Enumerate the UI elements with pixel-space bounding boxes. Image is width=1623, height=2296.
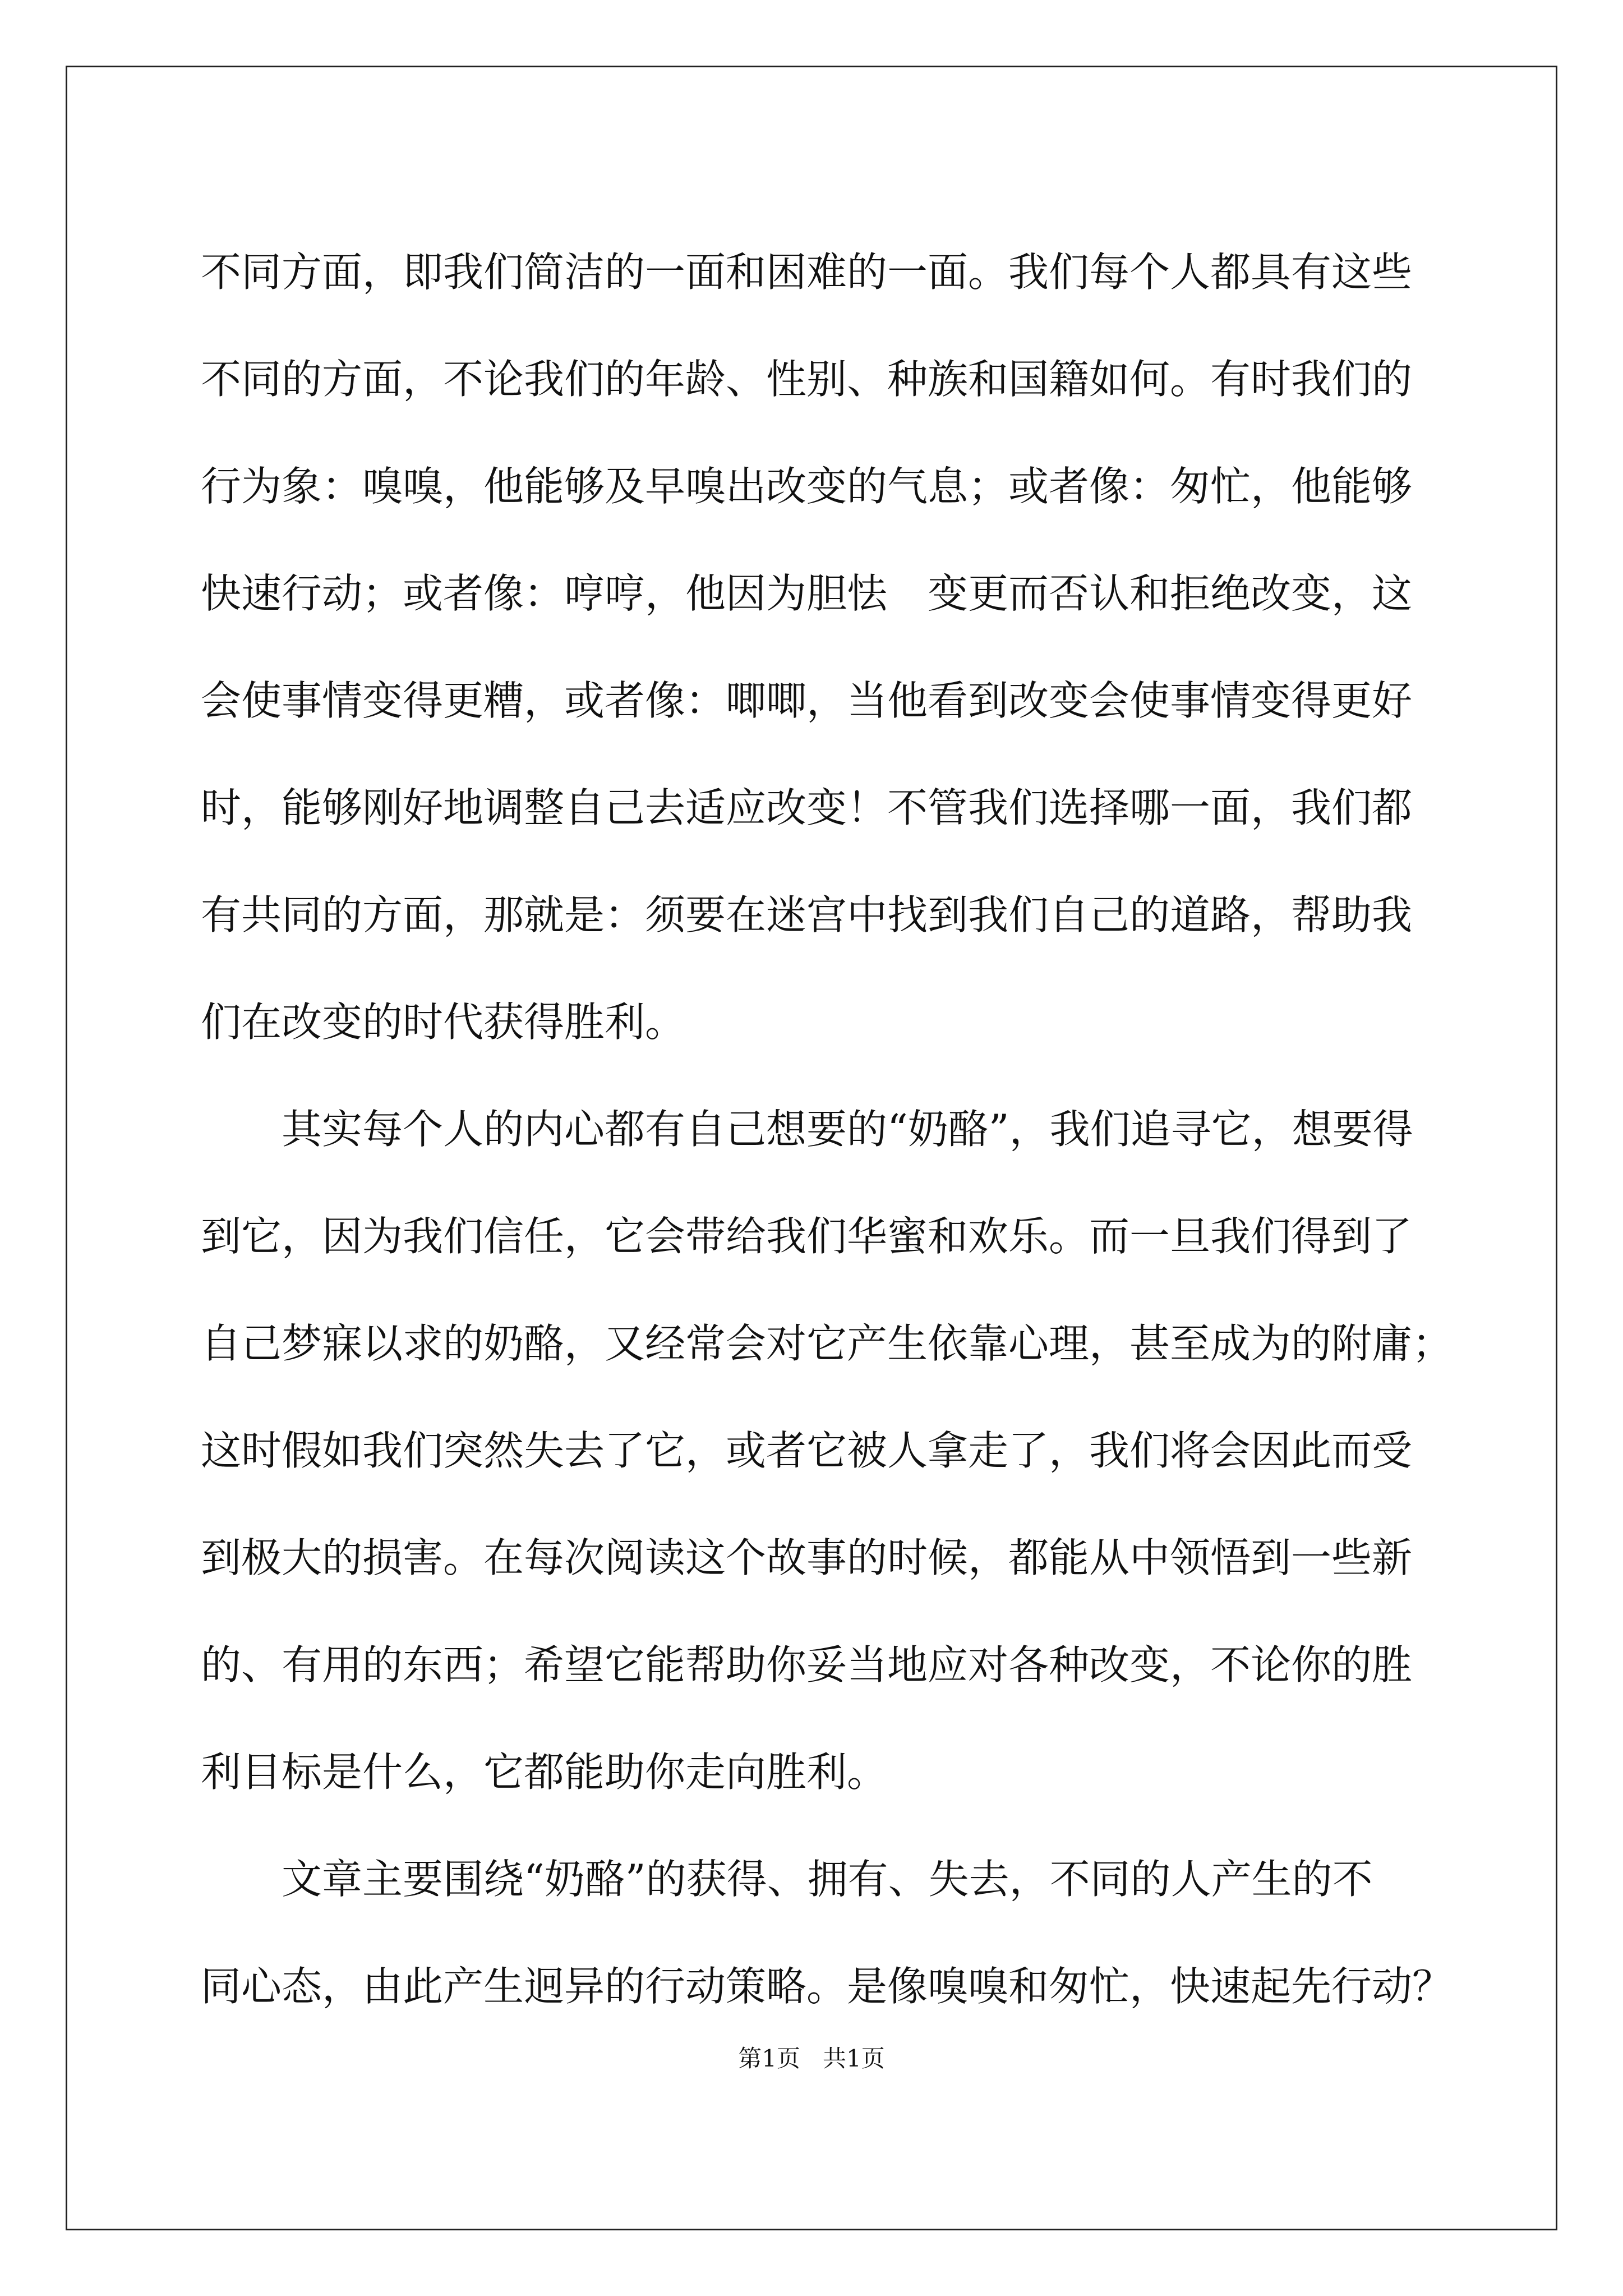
text-line: 利目标是什么，它都能助你走向胜利。 <box>201 1749 888 1796</box>
page-total: 共1页 <box>823 2045 885 2072</box>
text-line: 不同的方面，不论我们的年龄、性别、种族和国籍如何。有时我们的 <box>201 356 1413 403</box>
text-line: 们在改变的时代获得胜利。 <box>201 999 686 1046</box>
text-line: 这时假如我们突然失去了它，或者它被人拿走了，我们将会因此而受 <box>201 1427 1413 1474</box>
text-line: 文章主要围绕“奶酪”的获得、拥有、失去，不同的人产生的不 <box>282 1856 1373 1903</box>
text-line: 有共同的方面，那就是：须要在迷宫中找到我们自己的道路，帮助我 <box>201 891 1413 938</box>
text-line: 自己梦寐以求的奶酪，又经常会对它产生依靠心理，甚至成为的附庸； <box>201 1320 1453 1367</box>
page-footer <box>0 2042 1623 2076</box>
text-line: 快速行动；或者像：哼哼，他因为胆怯 变更而否认和拒绝改变，这 <box>201 570 1413 617</box>
page-number: 第1页 <box>738 2045 800 2072</box>
text-line: 会使事情变得更糟，或者像：唧唧，当他看到改变会使事情变得更好 <box>201 677 1413 724</box>
document-body <box>201 219 1453 2040</box>
text-line: 行为象：嗅嗅，他能够及早嗅出改变的气息；或者像：匆忙，他能够 <box>201 463 1413 510</box>
text-line: 到极大的损害。在每次阅读这个故事的时候，都能从中领悟到一些新 <box>201 1534 1413 1581</box>
text-line: 不同方面，即我们简洁的一面和困难的一面。我们每个人都具有这些 <box>201 249 1413 296</box>
text-line: 的、有用的东西；希望它能帮助你妥当地应对各种改变，不论你的胜 <box>201 1641 1413 1688</box>
text-line: 其实每个人的内心都有自己想要的“奶酪”，我们追寻它，想要得 <box>282 1106 1413 1153</box>
text-line: 同心态，由此产生迥异的行动策略。是像嗅嗅和匆忙，快速起先行动？ <box>201 1963 1453 2010</box>
text-line: 到它，因为我们信任，它会带给我们华蜜和欢乐。而一旦我们得到了 <box>201 1213 1413 1260</box>
text-line: 时，能够刚好地调整自己去适应改变！不管我们选择哪一面，我们都 <box>201 784 1413 831</box>
